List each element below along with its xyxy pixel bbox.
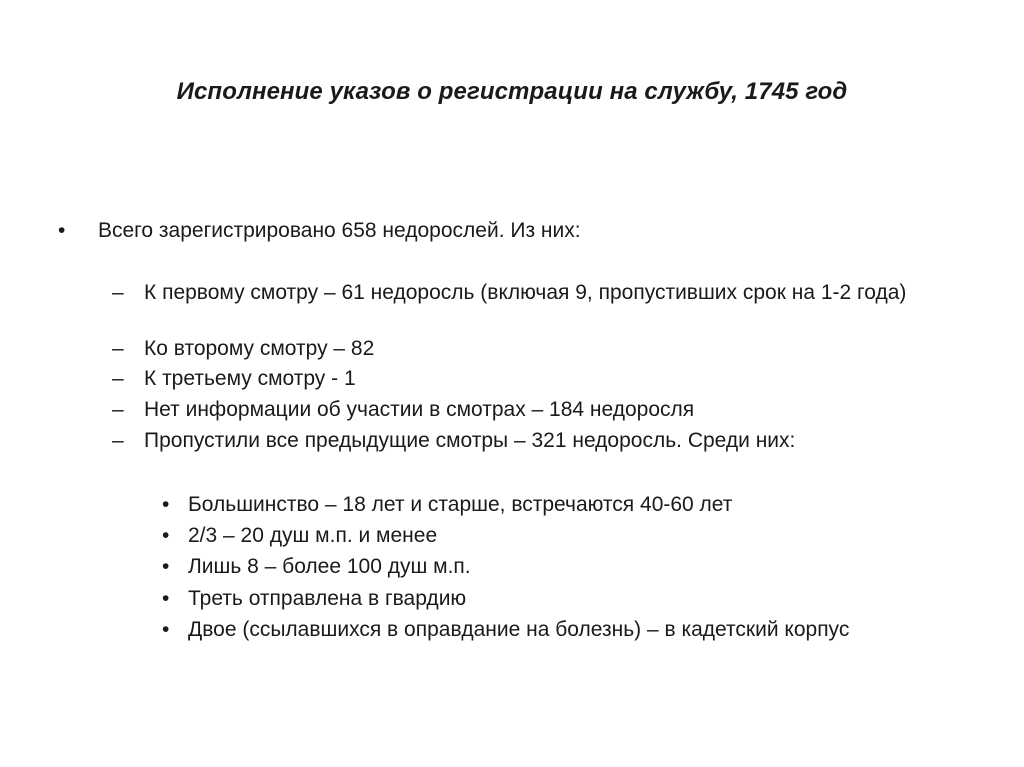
list-item-text: Нет информации об участии в смотрах – 184 недоросля (144, 398, 695, 421)
dash-marker: – (112, 367, 124, 390)
list-item-level2 (0, 366, 1024, 392)
list-item-text: Треть отправлена в гвардию (188, 587, 467, 610)
dash-marker: – (112, 429, 124, 452)
bullet-marker: • (162, 618, 170, 641)
bullet-marker: • (162, 555, 170, 578)
list-item-text: Всего зарегистрировано 658 недорослей. Из них: (98, 219, 581, 242)
list-item-text: К третьему смотру - 1 (144, 367, 356, 390)
slide-title: Исполнение указов о регистрации на службу, 1745 год (176, 78, 848, 105)
list-item-text: Двое (ссылавшихся в оправдание на болезнь) – в кадетский корпус (188, 618, 850, 641)
list-item-level2 (0, 397, 1024, 423)
list-item-text: Лишь 8 – более 100 душ м.п. (188, 555, 471, 578)
bullet-marker: • (162, 493, 170, 516)
list-item-text: 2/3 – 20 душ м.п. и менее (188, 524, 438, 547)
list-item-text: К первому смотру – 61 недоросль (включая 9, пропустивших срок на 1-2 года) (144, 281, 907, 304)
list-item-level3 (0, 586, 1024, 612)
list-item-level3 (0, 492, 1024, 518)
list-item-level1 (0, 218, 1024, 244)
bullet-marker: • (58, 219, 66, 242)
list-item-level3 (0, 617, 1024, 643)
list-item-level3 (0, 523, 1024, 549)
list-item-text: Пропустили все предыдущие смотры – 321 недоросль. Среди них: (144, 429, 796, 452)
list-item-level2 (0, 336, 1024, 362)
list-item-level3 (0, 554, 1024, 580)
list-item-text: Большинство – 18 лет и старше, встречаются 40-60 лет (188, 493, 733, 516)
list-item-text: Ко второму смотру – 82 (144, 337, 375, 360)
bullet-marker: • (162, 587, 170, 610)
dash-marker: – (112, 281, 124, 304)
list-item-level2 (0, 428, 1024, 454)
list-item-level2 (0, 280, 1024, 332)
bullet-marker: • (162, 524, 170, 547)
dash-marker: – (112, 398, 124, 421)
dash-marker: – (112, 337, 124, 360)
